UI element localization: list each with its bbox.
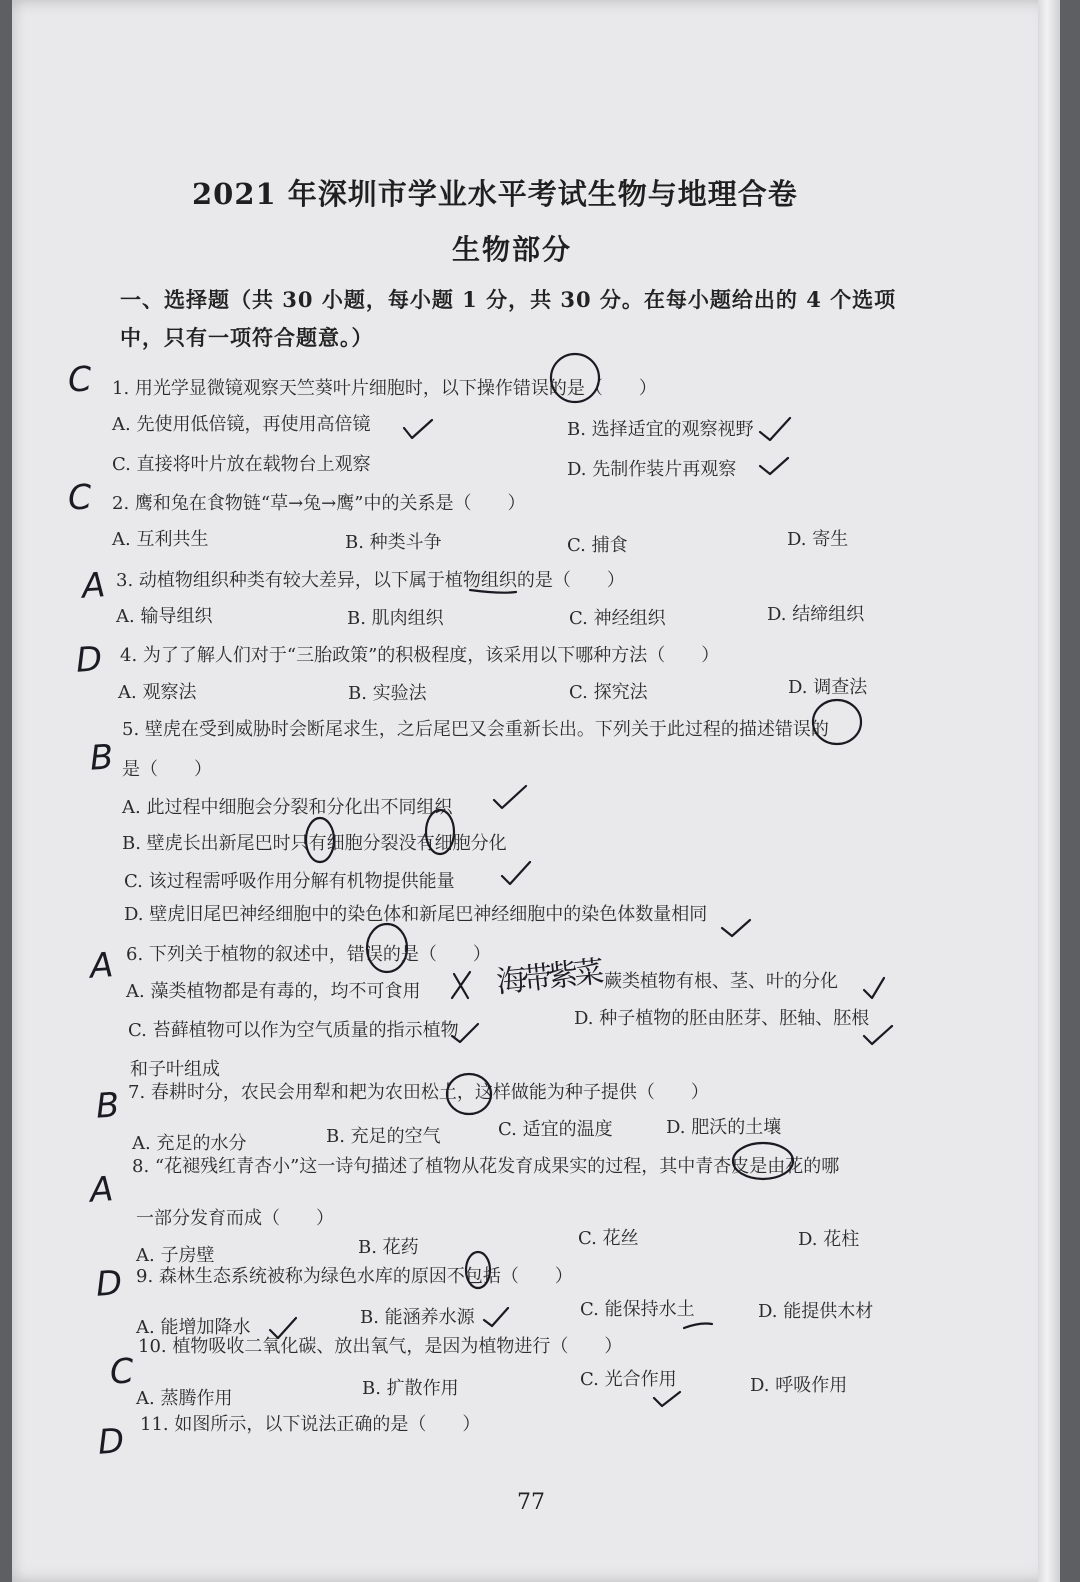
q4-handwritten-answer: D	[74, 639, 104, 681]
q2-option-a: A. 互利共生	[112, 529, 209, 550]
q7-option-c: C. 适宜的温度	[498, 1119, 613, 1140]
q5-stem: 5. 壁虎在受到威胁时会断尾求生，之后尾巴又会重新长出。下列关于此过程的描述错误的	[122, 719, 829, 740]
q4-option-a: A. 观察法	[118, 682, 197, 703]
q4-stem: 4. 为了了解人们对于“三胎政策”的积极程度，该采用以下哪种方法（ ）	[120, 645, 720, 666]
checkmark-icon	[452, 1024, 478, 1042]
q3-stem: 3. 动植物组织种类有较大差异，以下属于植物组织的是（ ）	[116, 570, 625, 591]
q6-handwritten-answer: A	[88, 945, 115, 987]
circle-mark	[466, 1252, 490, 1288]
q7-option-a: A. 充足的水分	[132, 1133, 247, 1154]
q1-handwritten-answer: C	[66, 359, 94, 401]
q2-option-d: D. 寄生	[787, 529, 849, 550]
underline-mark	[684, 1324, 712, 1329]
instruction-line-1: 一、选择题（共 30 小题，每小题 1 分，共 30 分。在每小题给出的 4 个选项	[120, 287, 897, 312]
checkmark-icon	[864, 1026, 892, 1044]
checkmark-icon	[760, 458, 788, 474]
checkmark-icon	[654, 1392, 680, 1406]
checkmark-icon	[270, 1318, 296, 1338]
q6-stem: 6. 下列关于植物的叙述中，错误的是（ ）	[126, 944, 491, 965]
q8-stem: 8. “花褪残红青杏小”这一诗句描述了植物从花发育成果实的过程，其中青杏皮是由花的哪	[132, 1156, 840, 1177]
q6-option-b: 蕨类植物有根、茎、叶的分化	[604, 971, 838, 992]
q9-option-c: C. 能保持水土	[580, 1299, 695, 1320]
q11-stem: 11. 如图所示，以下说法正确的是（ ）	[140, 1414, 481, 1435]
q5-handwritten-answer: B	[88, 737, 115, 779]
circle-mark	[733, 1143, 793, 1179]
q2-option-b: B. 种类斗争	[345, 532, 442, 553]
q4-option-b: B. 实验法	[348, 683, 427, 704]
q5-option-c: C. 该过程需呼吸作用分解有机物提供能量	[124, 871, 455, 892]
q8-stem-cont: 一部分发育而成（ ）	[136, 1208, 334, 1229]
q6-option-c: C. 苔藓植物可以作为空气质量的指示植物	[128, 1020, 459, 1041]
circle-mark	[306, 818, 334, 862]
checkmark-icon	[864, 978, 884, 998]
q5-option-d: D. 壁虎旧尾巴神经细胞中的染色体和新尾巴神经细胞中的染色体数量相同	[124, 904, 708, 925]
checkmark-icon	[502, 862, 530, 884]
q3-handwritten-answer: A	[80, 565, 107, 607]
q3-option-d: D. 结缔组织	[767, 604, 865, 625]
q5-option-b: B. 壁虎长出新尾巴时只有细胞分裂没有细胞分化	[122, 833, 507, 854]
instruction-line-2: 中，只有一项符合题意。）	[120, 325, 374, 350]
q10-handwritten-answer: C	[108, 1351, 136, 1393]
page-number: 77	[517, 1490, 545, 1515]
q10-option-c: C. 光合作用	[580, 1369, 677, 1390]
q9-stem: 9. 森林生态系统被称为绿色水库的原因不包括（ ）	[136, 1266, 573, 1287]
q4-option-c: C. 探究法	[569, 682, 648, 703]
q7-handwritten-answer: B	[94, 1085, 121, 1127]
q8-option-b: B. 花药	[358, 1237, 419, 1258]
q5-stem-cont: 是（ ）	[122, 759, 212, 780]
circle-mark	[813, 700, 861, 744]
q6-option-d: D. 种子植物的胚由胚芽、胚轴、胚根	[574, 1008, 870, 1029]
section-subtitle: 生物部分	[452, 233, 573, 266]
q10-option-d: D. 呼吸作用	[750, 1375, 848, 1396]
circle-mark	[367, 924, 407, 972]
handwritten-note: 海带紫菜	[494, 954, 602, 1001]
checkmark-icon	[404, 420, 432, 438]
q6-option-d-cont: 和子叶组成	[130, 1059, 220, 1080]
checkmark-icon	[484, 1308, 508, 1326]
checkmark-icon	[760, 418, 790, 440]
q7-stem: 7. 春耕时分，农民会用犁和耙为农田松土，这样做能为种子提供（ ）	[128, 1082, 709, 1103]
q7-option-d: D. 肥沃的土壤	[666, 1117, 782, 1138]
q9-option-b: B. 能涵养水源	[360, 1307, 475, 1328]
q8-option-a: A. 子房壁	[136, 1245, 215, 1266]
q1-option-a: A. 先使用低倍镜，再使用高倍镜	[112, 414, 371, 435]
q6-option-a: A. 藻类植物都是有毒的，均不可食用	[126, 981, 421, 1002]
q9-option-d: D. 能提供木材	[758, 1301, 874, 1322]
q11-handwritten-answer: D	[96, 1421, 126, 1463]
q1-option-c: C. 直接将叶片放在载物台上观察	[112, 454, 371, 475]
q10-option-a: A. 蒸腾作用	[136, 1388, 233, 1409]
circle-mark	[551, 354, 599, 402]
circle-mark	[426, 810, 454, 854]
q4-option-d: D. 调查法	[788, 677, 868, 698]
q2-option-c: C. 捕食	[567, 535, 628, 556]
q10-stem: 10. 植物吸收二氧化碳、放出氧气，是因为植物进行（ ）	[138, 1336, 623, 1357]
underline-mark	[470, 590, 516, 593]
q3-option-a: A. 输导组织	[116, 606, 213, 627]
checkmark-icon	[722, 920, 750, 936]
q3-option-c: C. 神经组织	[569, 608, 666, 629]
q2-stem: 2. 鹰和兔在食物链“草→兔→鹰”中的关系是（ ）	[112, 493, 526, 514]
q8-handwritten-answer: A	[88, 1169, 115, 1211]
checkmark-icon	[494, 786, 526, 808]
circle-mark	[447, 1074, 491, 1114]
q8-option-d: D. 花柱	[798, 1229, 860, 1250]
q5-option-a: A. 此过程中细胞会分裂和分化出不同组织	[122, 797, 453, 818]
q3-option-b: B. 肌肉组织	[347, 608, 444, 629]
q9-option-a: A. 能增加降水	[136, 1317, 251, 1338]
q2-handwritten-answer: C	[66, 477, 94, 519]
q8-option-c: C. 花丝	[578, 1228, 639, 1249]
q9-handwritten-answer: D	[94, 1263, 124, 1305]
q10-option-b: B. 扩散作用	[362, 1378, 459, 1399]
page-title: 2021 年深圳市学业水平考试生物与地理合卷	[192, 177, 798, 211]
q1-stem: 1. 用光学显微镜观察天竺葵叶片细胞时，以下操作错误的是（ ）	[112, 378, 657, 399]
q7-option-b: B. 充足的空气	[326, 1126, 441, 1147]
q1-option-d: D. 先制作装片再观察	[567, 459, 737, 480]
q1-option-b: B. 选择适宜的观察视野	[567, 419, 754, 440]
cross-icon	[452, 972, 470, 998]
